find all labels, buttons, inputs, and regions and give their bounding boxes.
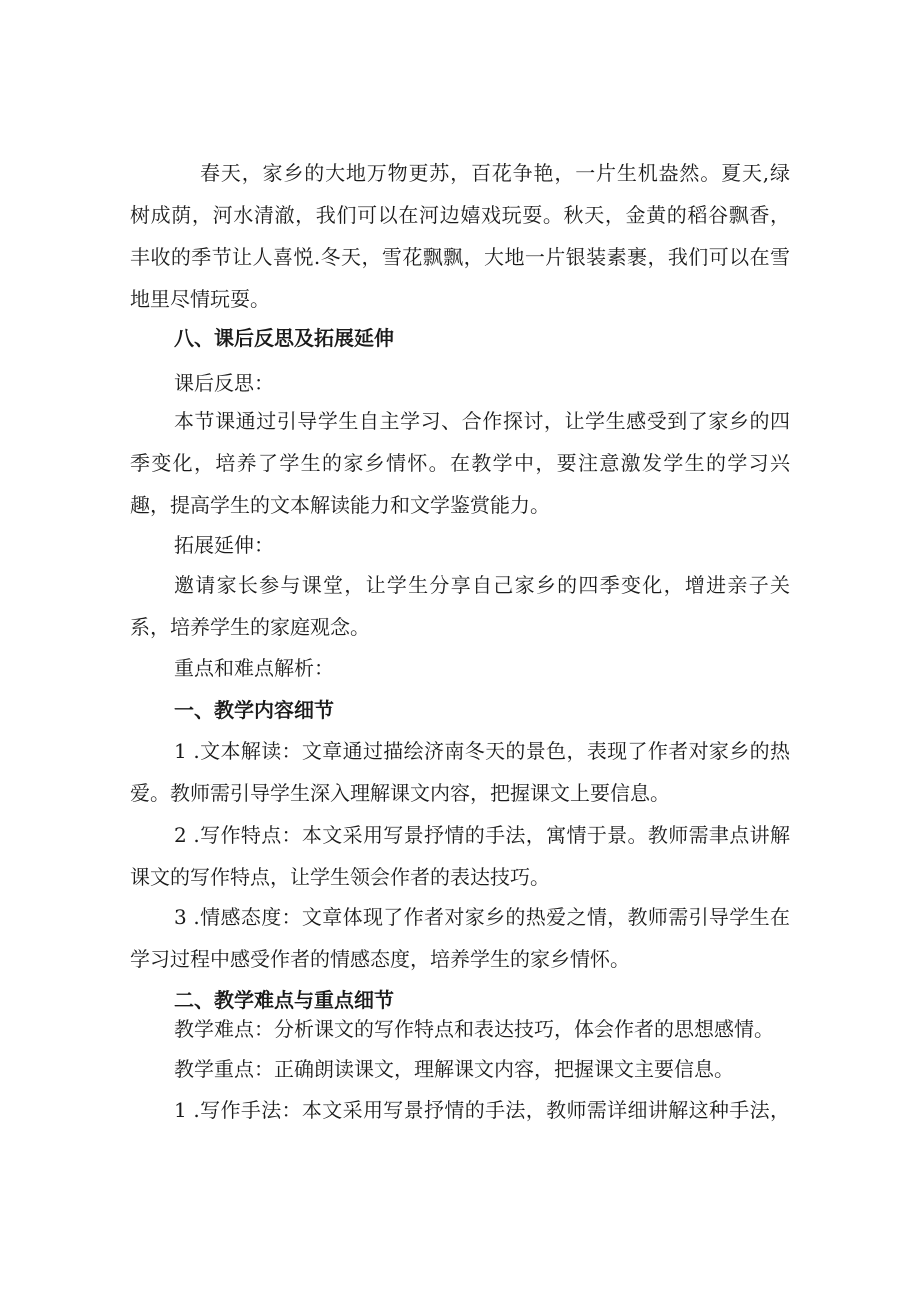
- item-b1-line-1: 1 .写作手法：本文采用写景抒情的手法，教师需详细讲解这种手法，: [174, 1098, 790, 1122]
- item-3-line-1: 3 .情感态度：文章体现了作者对家乡的热爱之情，教师需引导学生在: [174, 905, 790, 929]
- reflection-label: 课后反思：: [174, 371, 274, 395]
- paragraph-seasons-line-3: 丰收的季节让人喜悦.冬天，雪花飘飘，大地一片银装素裹，我们可以在雪: [130, 245, 790, 269]
- reflection-line-1: 本节课通过引导学生自主学习、合作探讨，让学生感受到了家乡的四: [174, 409, 790, 433]
- part-2-heading: 二、教学难点与重点细节: [174, 988, 394, 1012]
- item-2-line-1: 2 .写作特点：本文采用写景抒情的手法，寓情于景。教师需聿点讲解: [174, 823, 790, 847]
- item-2-line-2: 课文的写作特点，让学生领会作者的表达技巧。: [130, 865, 550, 889]
- part-1-heading: 一、教学内容细节: [174, 698, 334, 722]
- item-1-line-1: 1 .文本解读：文章通过描绘济南冬天的景色，表现了作者对家乡的热: [174, 739, 790, 763]
- extension-label: 拓展延伸：: [174, 533, 274, 557]
- section-8-heading: 八、课后反思及拓展延伸: [174, 326, 394, 350]
- reflection-line-3: 趣，提高学生的文本解读能力和文学鉴赏能力。: [130, 493, 550, 517]
- reflection-line-2: 季变化，培养了学生的家乡情怀。在教学中，要注意激发学生的学习兴: [130, 451, 790, 475]
- paragraph-seasons-line-1: 春天，家乡的大地万物更苏，百花争艳，一片生机盎然。夏天,绿: [200, 161, 790, 185]
- analysis-heading: 重点和难点解析：: [174, 656, 334, 680]
- item-1-line-2: 爱。教师需引导学生深入理解课文内容，把握课文上要信息。: [130, 781, 670, 805]
- key-point-line: 教学重点：正确朗读课文，理解课文内容，把握课文主要信息。: [174, 1057, 734, 1081]
- extension-line-2: 系，培养学生的家庭观念。: [130, 615, 370, 639]
- difficulty-line: 教学难点：分析课文的写作特点和表达技巧，体会作者的思想感情。: [174, 1017, 774, 1041]
- extension-line-1: 邀请家长参与课堂，让学生分享自己家乡的四季变化，增进亲子关: [174, 573, 790, 597]
- paragraph-seasons-line-2: 树成荫，河水清澈，我们可以在河边嬉戏玩耍。秋天，金黄的稻谷飘香，: [130, 203, 790, 227]
- item-3-line-2: 学习过程中感受作者的情感态度，培养学生的家乡情怀。: [130, 947, 630, 971]
- paragraph-seasons-line-4: 地里尽情玩耍。: [130, 287, 270, 311]
